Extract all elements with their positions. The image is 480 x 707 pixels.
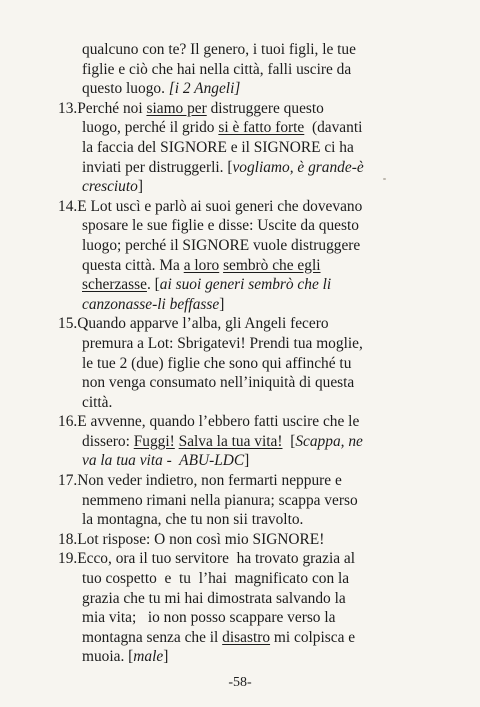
text-line [58, 393, 418, 413]
text-run: non venga consumato nell’iniquità di questa [82, 374, 355, 392]
verse-19-line [58, 549, 418, 569]
text-run: montagna senza che il [82, 628, 223, 646]
text-line [58, 569, 418, 589]
text-line [58, 275, 418, 295]
italic-note: ai suoi generi sembrò che li [159, 276, 332, 294]
text-line [58, 589, 418, 609]
text-run: mia vita; io non posso scappare verso la [82, 609, 336, 627]
text-line [58, 354, 418, 374]
text-line [58, 40, 418, 60]
text-line [58, 118, 418, 138]
italic-note: va la tua vita - ABU-LDC [82, 452, 245, 470]
text-run: 16.E avvenne, quando l’ebbero fatti uscire che le [58, 413, 360, 431]
text-block [58, 40, 418, 667]
text-run: ] [219, 295, 225, 313]
verse-16-line [58, 412, 418, 432]
text-run: questo luogo. [82, 80, 169, 98]
text-line [58, 451, 418, 471]
underlined-phrase: Salva la tua vita! [178, 432, 283, 450]
text-run: (davanti [304, 119, 363, 137]
italic-note: vogliamo, è grande-è [232, 158, 364, 176]
text-line [58, 491, 418, 511]
text-run: ] [163, 648, 169, 666]
text-run: qualcuno con te? Il genero, i tuoi figli, le tue [82, 41, 356, 58]
text-run: distruggere questo [206, 99, 324, 117]
text-run: figlie e ciò che hai nella città, falli uscire da [82, 60, 352, 78]
text-run: 13.Perché noi [58, 99, 147, 117]
text-line [58, 79, 418, 99]
text-run: tuo cospetto e tu l’hai magnificato con la [82, 570, 350, 588]
text-run: la montagna, che tu non sii travolto. [82, 511, 304, 529]
text-run: mi colpisca e [270, 628, 356, 646]
text-run: ] [137, 178, 143, 196]
underlined-phrase: a loro [183, 256, 220, 274]
text-run: città. [82, 393, 113, 411]
text-line [58, 647, 418, 667]
text-line [58, 256, 418, 276]
underlined-phrase: si è fatto forte [218, 119, 305, 137]
italic-note: [i 2 Angeli] [168, 80, 241, 98]
text-run: luogo; perché il SIGNORE vuole distruggere [82, 236, 361, 254]
verse-17-line [58, 471, 418, 491]
verse-13-line [58, 99, 418, 119]
text-run: questa città. Ma [82, 256, 184, 274]
text-run: 17.Non veder indietro, non fermarti neppure e [58, 472, 342, 490]
page-number: -58- [228, 675, 252, 690]
verse-18-line [58, 530, 418, 550]
italic-note: canzonasse-li beffasse [82, 295, 220, 313]
text-run: luogo, perché il grido [82, 119, 219, 137]
text-run: la faccia del SIGNORE e il SIGNORE ci ha [82, 138, 354, 156]
text-line [58, 216, 418, 236]
text-run: ] [244, 452, 250, 470]
text-run: nemmeno rimani nella pianura; scappa verso [82, 491, 358, 509]
text-line [58, 177, 418, 197]
text-run: muoia. [ [82, 648, 134, 666]
text-run: . [ [146, 276, 160, 294]
text-line [58, 510, 418, 530]
text-line [58, 432, 418, 452]
text-line [58, 60, 418, 80]
underlined-phrase: disastro [222, 628, 271, 646]
verse-14-line [58, 197, 418, 217]
underlined-phrase: siamo per [146, 99, 207, 117]
text-line [58, 334, 418, 354]
text-run: premura a Lot: Sbrigatevi! Prendi tua moglie, [82, 334, 363, 352]
text-run: sposare le sue figlie e disse: Uscite da questo [82, 217, 359, 235]
text-run: inviati per distruggerli. [ [82, 158, 233, 176]
paper-speck [383, 178, 386, 180]
text-run: [ [282, 432, 296, 450]
italic-note: cresciuto [82, 178, 138, 196]
verse-15-line [58, 314, 418, 334]
italic-note: Scappa, ne [295, 432, 363, 450]
text-run: 14.E Lot uscì e parlò ai suoi generi che dovevano [58, 197, 363, 215]
text-run: dissero: [82, 432, 134, 450]
text-run: le tue 2 (due) figlie che sono qui affinché tu [82, 354, 352, 372]
text-line [58, 628, 418, 648]
text-run: 18.Lot rispose: O non così mio SIGNORE! [58, 530, 325, 548]
italic-note: male [133, 648, 164, 666]
text-line [58, 608, 418, 628]
text-line [58, 138, 418, 158]
text-line [58, 373, 418, 393]
text-run: 15.Quando apparve l’alba, gli Angeli fecero [58, 315, 329, 333]
text-run: grazia che tu mi hai dimostrata salvando la [82, 589, 346, 607]
text-line [58, 295, 418, 315]
text-line [58, 158, 418, 178]
underlined-phrase: scherzasse [82, 276, 147, 294]
text-line [58, 236, 418, 256]
underlined-phrase: sembrò che egli [223, 256, 321, 274]
underlined-phrase: Fuggi! [133, 432, 175, 450]
text-run: 19.Ecco, ora il tuo servitore ha trovato grazia al [58, 550, 356, 568]
